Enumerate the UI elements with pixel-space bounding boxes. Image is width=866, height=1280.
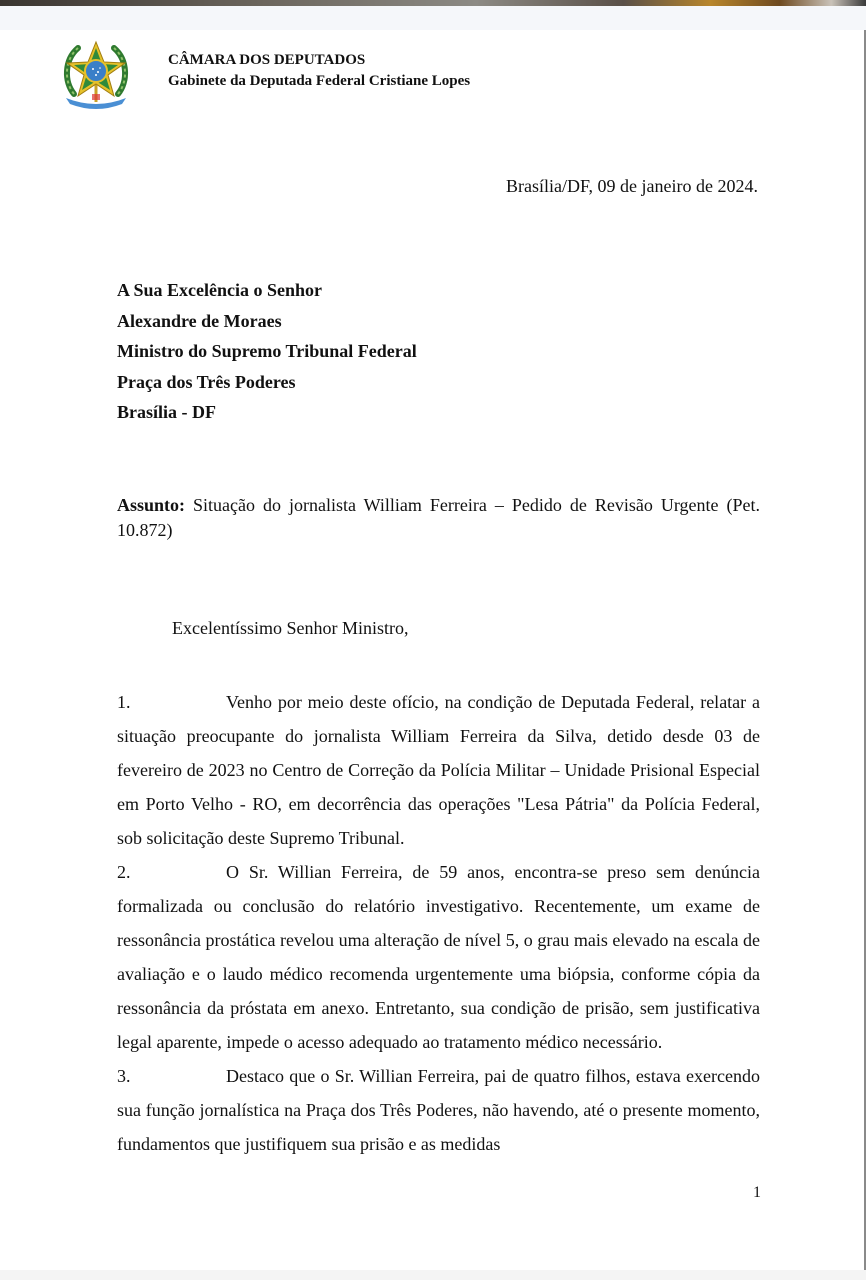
office-name: Gabinete da Deputada Federal Cristiane Lopes	[168, 73, 471, 89]
brazil-coat-of-arms-icon	[60, 38, 132, 110]
recipient-line: Brasília - DF	[117, 402, 216, 422]
salutation: Excelentíssimo Senhor Ministro,	[172, 618, 409, 638]
paragraph-1	[117, 685, 760, 855]
paragraph-number: 3.	[117, 1066, 131, 1086]
viewer-bottom-band	[0, 1270, 866, 1280]
recipient-block	[117, 275, 417, 428]
paragraph-2	[117, 855, 760, 1059]
recipient-line: A Sua Excelência o Senhor	[117, 280, 323, 300]
recipient-line: Praça dos Três Poderes	[117, 371, 296, 392]
recipient-line: Ministro do Supremo Tribunal Federal	[117, 341, 417, 361]
subject-text: Situação do jornalista William Ferreira – Pedido de Revisão Urgente (Pet. 10.872)	[117, 495, 761, 540]
paragraph-number: 2.	[117, 862, 131, 882]
letterhead	[168, 50, 470, 92]
date-line: Brasília/DF, 09 de janeiro de 2024.	[505, 176, 758, 196]
paragraph-3	[117, 1059, 760, 1161]
letter-body	[117, 685, 760, 1161]
recipient-line: Alexandre de Moraes	[117, 310, 282, 331]
viewer-top-band	[0, 6, 866, 30]
paragraph-text: Venho por meio deste ofício, na condição de Deputada Federal, relatar a situação preocupante do jornalista William Ferreira da Silva, detido desde 03 de fevereiro de 2023 no Centro de Correção da Polícia Militar – Unidade Prisional Especial em Porto Velho - RO, em decorrência das operações "Lesa Pátria" da Polícia Federal, sob solicitação deste Supremo Tribunal.	[117, 692, 760, 848]
paragraph-text: O Sr. Willian Ferreira, de 59 anos, encontra-se preso sem denúncia formalizada ou conclusão do relatório investigativo. Recentemente, um exame de ressonância prostática revelou uma alteração de nível 5, o grau mais elevado na escala de avaliação e o laudo médico recomenda urgentemente uma biópsia, conforme cópia da ressonância da próstata em anexo. Entretanto, sua condição de prisão, sem justificativa legal aparente, impede o acesso adequado ao tratamento médico necessário.	[117, 862, 760, 1052]
institution-name: CÂMARA DOS DEPUTADOS	[168, 52, 366, 68]
paragraph-number: 1.	[117, 692, 131, 712]
page-number: 1	[753, 1184, 761, 1201]
subject-label: Assunto:	[117, 495, 186, 515]
paragraph-text: Destaco que o Sr. Willian Ferreira, pai de quatro filhos, estava exercendo sua função jornalística na Praça dos Três Poderes, não havendo, até o presente momento, fundamentos que justifiquem sua prisão e as medidas	[117, 1066, 760, 1154]
subject-line	[117, 493, 760, 543]
